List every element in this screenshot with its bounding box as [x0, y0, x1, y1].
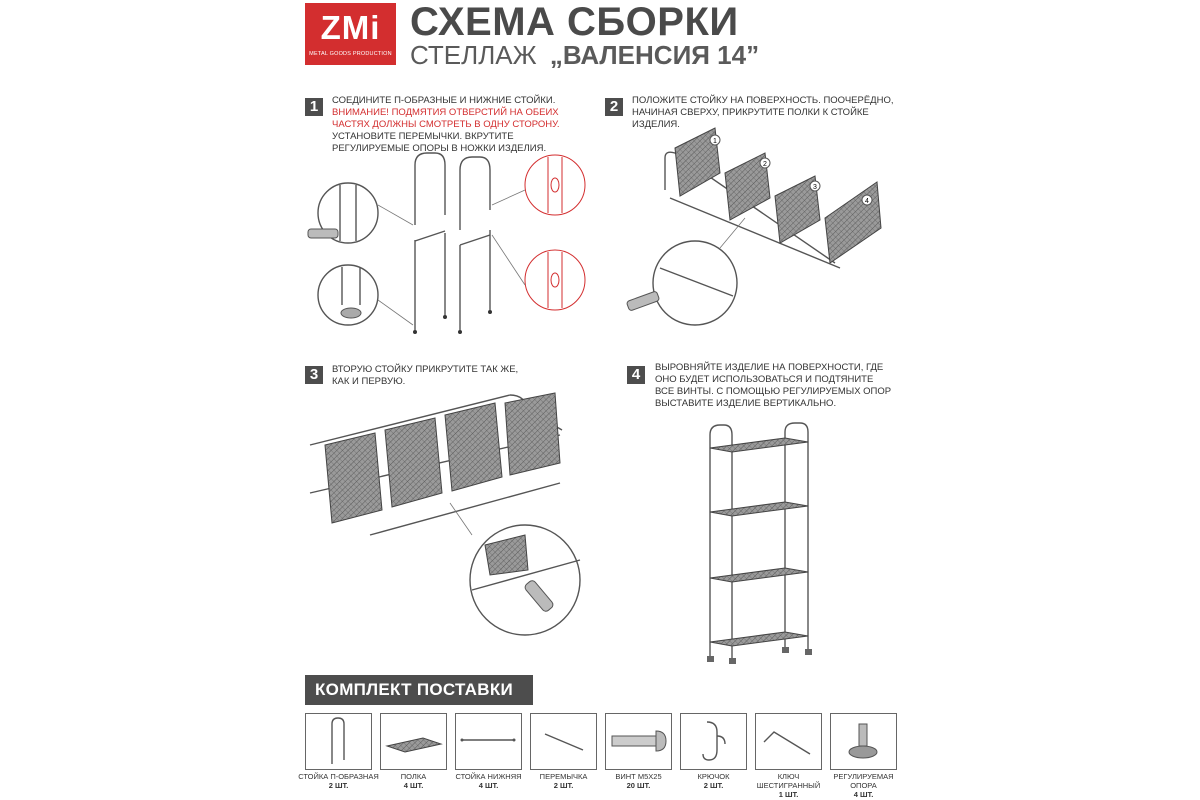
crossbar-icon: [531, 714, 595, 768]
u-post-icon: [306, 714, 370, 768]
kit-item-label: ПЕРЕМЫЧКА 2 ШТ.: [539, 772, 588, 790]
kit-item-u-post: [298, 713, 379, 800]
shelf-2: [385, 418, 442, 507]
shelf-label-3: 3: [813, 184, 817, 191]
shelf-3: [445, 403, 502, 491]
step-3-number: 3: [305, 366, 323, 384]
foot-dot: [782, 647, 789, 653]
kit-item-hook: [680, 713, 747, 800]
step-2-illustration: [615, 118, 895, 328]
brand-logo: [305, 3, 396, 65]
rack-shelf-2: [710, 502, 808, 516]
leader-line: [492, 235, 525, 285]
kit-item-label: КЛЮЧ ШЕСТИГРАННЫЙ 1 ШТ.: [756, 772, 821, 799]
kit-item-box: [530, 713, 597, 770]
step-2-text: ПОЛОЖИТЕ СТОЙКУ НА ПОВЕРХНОСТЬ. ПООЧЕРЁДНО, НАЧИНАЯ СВЕРХУ, ПРИКРУТИТЕ ПОЛКИ К СТОЙКЕ ИЗДЕЛИЯ.: [632, 95, 894, 130]
kit-item-lower-post: [455, 713, 522, 800]
kit-item-screw: [605, 713, 672, 800]
product-type: СТЕЛЛАЖ: [410, 40, 537, 70]
hole-detail: [551, 273, 559, 287]
lower-post-icon: [456, 714, 520, 768]
zoom-detail-screw: [653, 241, 737, 325]
kit-item-hex-key: [755, 713, 822, 800]
page-title: СХЕМА СБОРКИ: [410, 0, 739, 44]
product-model: „ВАЛЕНСИЯ 14”: [549, 40, 760, 70]
shelf-4: [825, 182, 881, 263]
foot-dot: [488, 310, 492, 314]
screw-icon: [523, 579, 554, 613]
step-1-number: 1: [305, 98, 323, 116]
zoom-detail-hole-top: [525, 155, 585, 215]
leader-line: [378, 300, 413, 325]
kit-item-shelf: [380, 713, 447, 800]
leader-line: [720, 218, 745, 248]
rack-shelf-4: [710, 632, 808, 646]
kit-item-box: [830, 713, 897, 770]
kit-item-box: [305, 713, 372, 770]
step-3-illustration: [300, 385, 590, 645]
step-1-warning: ВНИМАНИЕ! ПОДМЯТИЯ ОТВЕРСТИЙ НА ОБЕИХ ЧАСТЯХ ДОЛЖНЫ СМОТРЕТЬ В ОДНУ СТОРОНУ.: [332, 107, 560, 130]
screw-icon: [626, 291, 659, 311]
foot-dot: [413, 330, 417, 334]
kit-item-label: СТОЙКА НИЖНЯЯ 4 ШТ.: [455, 772, 522, 790]
crossbar-1: [415, 231, 445, 241]
product-subtitle: [410, 40, 759, 71]
leader-line: [378, 205, 413, 225]
shelf-1: [325, 433, 382, 523]
hole-detail: [551, 178, 559, 192]
shelf-label-4: 4: [865, 198, 869, 205]
step-2-number: 2: [605, 98, 623, 116]
foot-dot: [458, 330, 462, 334]
kit-item-box: [455, 713, 522, 770]
kit-item-label: СТОЙКА П-ОБРАЗНАЯ 2 ШТ.: [298, 772, 379, 790]
kit-item-label: КРЮЧОК 2 ШТ.: [697, 772, 730, 790]
kit-item-label: РЕГУЛИРУЕМАЯ ОПОРА 4 ШТ.: [833, 772, 894, 799]
step-4-number: 4: [627, 366, 645, 384]
zoom-rail: [660, 268, 733, 296]
foot-dot: [707, 656, 714, 662]
zoom-shelf-corner: [485, 535, 528, 575]
shelf-4: [505, 393, 560, 475]
kit-item-crossbar: [530, 713, 597, 800]
kit-section-title: КОМПЛЕКТ ПОСТАВКИ: [305, 675, 533, 705]
screw-icon: [606, 714, 670, 768]
logo-subtitle: METAL GOODS PRODUCTION: [309, 51, 392, 57]
kit-item-box: [755, 713, 822, 770]
step-4-text: ВЫРОВНЯЙТЕ ИЗДЕЛИЕ НА ПОВЕРХНОСТИ, ГДЕ ОНО БУДЕТ ИСПОЛЬЗОВАТЬСЯ И ПОДТЯНИТЕ ВСЕ ВИНТЫ. С ПОМОЩЬЮ РЕГУЛИРУЕМЫХ ОПОР ВЫСТАВИТЕ ИЗДЕЛИЕ ВЕРТИКАЛЬНО.: [655, 362, 892, 409]
shelf-icon: [381, 714, 445, 768]
kit-item-label: ВИНТ M5X25 20 ШТ.: [615, 772, 662, 790]
step-1-text-a: СОЕДИНИТЕ П-ОБРАЗНЫЕ И НИЖНИЕ СТОЙКИ.: [332, 95, 556, 106]
kit-item-box: [380, 713, 447, 770]
adjustable-foot-icon: [831, 714, 895, 768]
rack-shelf-3: [710, 568, 808, 582]
foot-dot: [443, 315, 447, 319]
u-post-left: [415, 153, 445, 225]
foot-dot: [805, 649, 812, 655]
kit-items-row: [298, 713, 897, 800]
kit-item-box: [680, 713, 747, 770]
u-post-right: [460, 157, 490, 230]
zoom-detail-hole-bottom: [525, 250, 585, 310]
step-1-illustration: [300, 145, 600, 345]
hex-key-icon: [756, 714, 820, 768]
leader-line: [492, 190, 525, 205]
adjustable-foot-icon: [341, 308, 361, 318]
kit-item-label: ПОЛКА 4 ШТ.: [400, 772, 427, 790]
shelf-label-2: 2: [763, 161, 767, 168]
hook-icon: [681, 714, 745, 768]
foot-dot: [729, 658, 736, 664]
crossbar-2: [460, 235, 490, 245]
logo-text: ZMi: [320, 9, 381, 46]
shelf-label-1: 1: [713, 138, 717, 145]
step-3-text: ВТОРУЮ СТОЙКУ ПРИКРУТИТЕ ТАК ЖЕ, КАК И ПЕРВУЮ.: [332, 364, 519, 387]
step-1-text-b: УСТАНОВИТЕ ПЕРЕМЫЧКИ. ВКРУТИТЕ РЕГУЛИРУЕМЫЕ ОПОРЫ В НОЖКИ ИЗДЕЛИЯ.: [332, 131, 547, 154]
rack-right-post: [785, 423, 808, 650]
kit-item-adjustable-foot: [830, 713, 897, 800]
step-4-illustration: [690, 420, 830, 665]
rack-left-post: [710, 425, 732, 660]
rack-shelf-1: [710, 438, 808, 452]
kit-item-box: [605, 713, 672, 770]
screw-icon: [308, 229, 338, 238]
